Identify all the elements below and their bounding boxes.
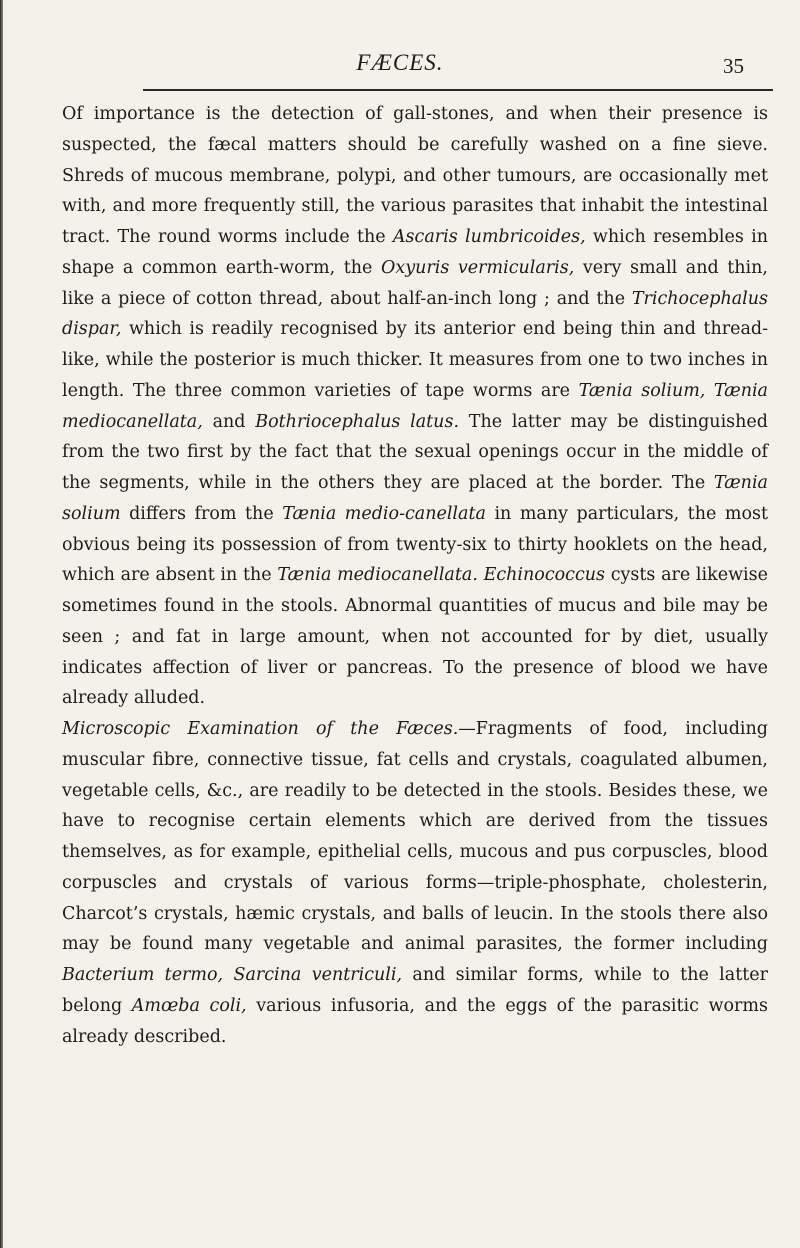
text-run: and similar forms, while to the latter belong [62,965,768,1016]
text-run: —Fragments of food, including muscular fibre, connective tissue, fat cells and crystals, coagulated albumen, vegetable cells, &c., are readily to be detected in the stools. Besides these, we have to recognise certain elements which are derived from the tissues themselves, as for example, epithelial cells, mucous and pus corpuscles, blood corpuscles and crystals of various forms—triple-phosphate, cholesterin, Charcot’s crystals, hæmic crystals, and balls of leucin. In the stools there also may be found many vegetable and animal parasites, the former including [62,719,769,955]
species-name-echinococcus: Tænia mediocanellata. Echinococcus [277,565,606,586]
text-run: which is readily recognised by its anterior end being thin and thread-like, while the posterior is much thicker. It measures from one to two inches in length. The three common varieties of tape worms are [62,319,768,401]
header-rule [143,89,773,91]
species-name-trichocephalus: Trichocephalus dispar, [62,288,768,340]
species-name-amoeba: Amœba coli, [131,995,247,1016]
species-name-oxyuris: Oxyuris vermicularis, [381,257,575,278]
species-name-bothriocephalus: Bothriocephalus latus. [255,411,460,432]
text-run: cysts are likewise sometimes found in the stools. Abnormal quantities of mucus and bile may be seen ; and fat in large amount, when not accounted for by diet, usually indicates affection of liver or pancreas. To the presence of blood we have already alluded. [62,565,768,709]
paragraph-gall-stones-and-parasites [62,99,768,714]
section-heading-microscopic-examination: Microscopic Examination of the Fæces. [62,719,459,739]
species-name-taenia: Tænia solium, Tænia mediocanellata, [62,380,768,432]
body-text [62,99,768,1052]
species-name-ascaris: Ascaris lumbricoides, [392,227,586,247]
running-title: FÆCES. [356,50,444,75]
page-number: 35 [723,54,744,78]
text-run: differs from the [120,503,283,524]
species-name-bacterium-sarcina: Bacterium termo, Sarcina ventriculi, [62,965,403,985]
page-edge-shadow [0,0,3,1248]
text-run: various infusoria, and the eggs of the parasitic worms already described. [62,995,768,1047]
text-run: in many particulars, the most obvious being its possession of from twenty-six to thirty hooklets on the head, which are absent in the [62,503,768,586]
text-run: The latter may be distinguished from the two first by the fact that the sexual openings occur in the middle of the segments, while in the others they are placed at the border. The [62,411,768,493]
text-run: which resembles in shape a common earth-worm, the [62,227,768,278]
text-run: and [202,411,256,432]
text-run: very small and thin, like a piece of cotton thread, about half-an-inch long ; and the [62,257,768,309]
species-name-taenia-solium: Tænia solium [62,473,768,524]
text-run: Of importance is the detection of gall-stones, and when their presence is suspected, the fæcal matters should be carefully washed on a fine sieve. Shreds of mucous membrane, polypi, and other tumours, are occasionally met with, and more frequently still, the various parasites that inhabit the intestinal tract. The round worms include the [62,104,768,247]
species-name-taenia-mediocanellata: Tænia medio-canellata [282,503,486,524]
paragraph-microscopic-examination [62,714,768,1052]
